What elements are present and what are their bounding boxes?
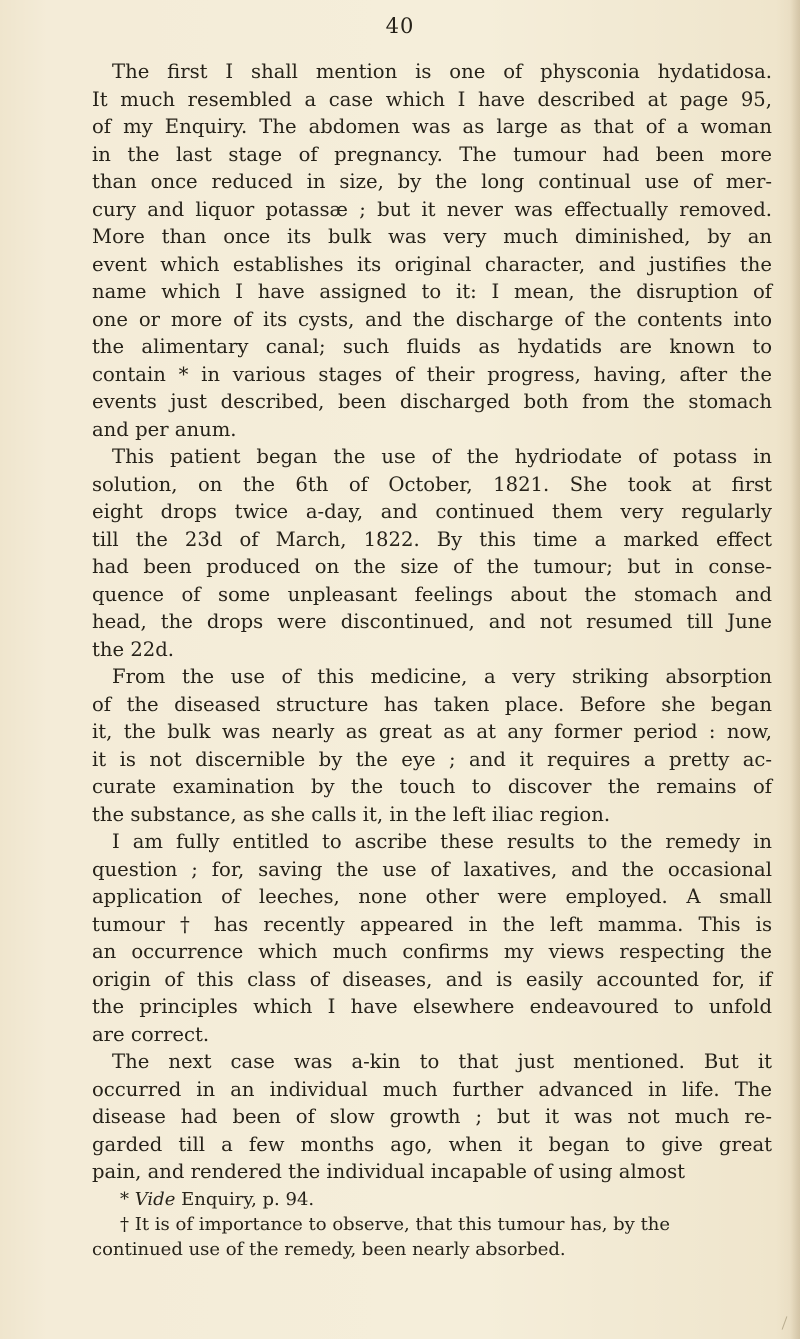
text-line: the principles which I have elsewhere endeavoured to unfold	[92, 995, 772, 1018]
footnotes	[92, 1187, 772, 1262]
text-line: This patient began the use of the hydriodate of potass in	[112, 445, 772, 468]
text-line: tumour † has recently appeared in the left mamma. This is	[92, 912, 772, 936]
text-line: It much resembled a case which I have described at page 95,	[92, 87, 772, 111]
text-line: in the last stage of pregnancy. The tumour had been more	[92, 142, 772, 166]
text-line: of my Enquiry. The abdomen was as large as that of a woman	[92, 115, 772, 138]
text-line: head, the drops were discontinued, and not resumed till June	[92, 610, 772, 633]
text-line: it, the bulk was nearly as great as at any former period : now,	[92, 720, 772, 743]
text-line: garded till a few months ago, when it began to give great	[92, 1132, 772, 1156]
text-line: than once reduced in size, by the long continual use of mer-	[92, 170, 772, 193]
footnote-1-vide: Vide	[134, 1189, 176, 1210]
text-line: I am fully entitled to ascribe these results to the remedy in	[112, 830, 772, 853]
text-line: till the 23d of March, 1822. By this time a marked effect	[92, 527, 772, 551]
text-line: the 22d.	[92, 637, 175, 661]
text-line: one or more of its cysts, and the discharge of the contents into	[92, 307, 772, 331]
footnote-2	[92, 1212, 772, 1237]
text-line: had been produced on the size of the tumour; but in conse-	[92, 555, 772, 578]
text-line: name which I have assigned to it: I mean, the disruption of	[92, 280, 772, 303]
text-line: events just described, been discharged both from the stomach	[92, 390, 772, 413]
footnote-2-continuation: continued use of the remedy, been nearly absorbed.	[92, 1239, 566, 1260]
text-line: occurred in an individual much further advanced in life. The	[92, 1077, 772, 1101]
body-text	[92, 58, 772, 1186]
footnote-1-text: Enquiry, p. 94.	[181, 1189, 315, 1210]
text-line: The next case was a-kin to that just mentioned. But it	[112, 1050, 772, 1073]
text-line: quence of some unpleasant feelings about the stomach and	[92, 582, 772, 606]
text-line: From the use of this medicine, a very striking absorption	[112, 665, 772, 688]
text-line: the substance, as she calls it, in the left iliac region.	[92, 802, 611, 826]
text-line: application of leeches, none other were employed. A small	[92, 885, 772, 908]
text-line: solution, on the 6th of October, 1821. She took at first	[92, 472, 772, 496]
text-line: More than once its bulk was very much diminished, by an	[92, 225, 772, 248]
text-line: question ; for, saving the use of laxatives, and the occasional	[92, 857, 772, 881]
text-line: eight drops twice a-day, and continued them very regularly	[92, 500, 772, 523]
footnote-2-text: It is of importance to observe, that this tumour has, by the	[134, 1214, 671, 1235]
text-line: an occurrence which much confirms my views respecting the	[92, 940, 772, 963]
footnote-2-marker: †	[120, 1214, 129, 1235]
footnote-1-marker: *	[120, 1189, 129, 1210]
text-line: event which establishes its original character, and justifies the	[92, 252, 772, 276]
text-line: are correct.	[92, 1022, 210, 1046]
text-line: curate examination by the touch to discover the remains of	[92, 775, 772, 798]
text-line: origin of this class of diseases, and is easily accounted for, if	[92, 967, 772, 991]
page-edge-shadow	[790, 0, 800, 1339]
text-line: of the diseased structure has taken place. Before she began	[92, 692, 772, 716]
text-line: contain * in various stages of their progress, having, after the	[92, 362, 772, 386]
text-line: The first I shall mention is one of physconia hydatidosa.	[112, 60, 772, 83]
text-line: it is not discernible by the eye ; and it requires a pretty ac-	[92, 747, 772, 771]
text-line: the alimentary canal; such fluids as hydatids are known to	[92, 335, 772, 358]
footnote-1	[92, 1187, 772, 1212]
page-mark	[782, 1316, 788, 1329]
text-line: pain, and rendered the individual incapable of using almost	[92, 1160, 686, 1183]
text-line: disease had been of slow growth ; but it was not much re-	[92, 1105, 772, 1128]
page-number: 40	[385, 14, 415, 38]
text-line: cury and liquor potassæ ; but it never was effectually removed.	[92, 197, 772, 221]
text-line: and per anum.	[92, 417, 237, 441]
